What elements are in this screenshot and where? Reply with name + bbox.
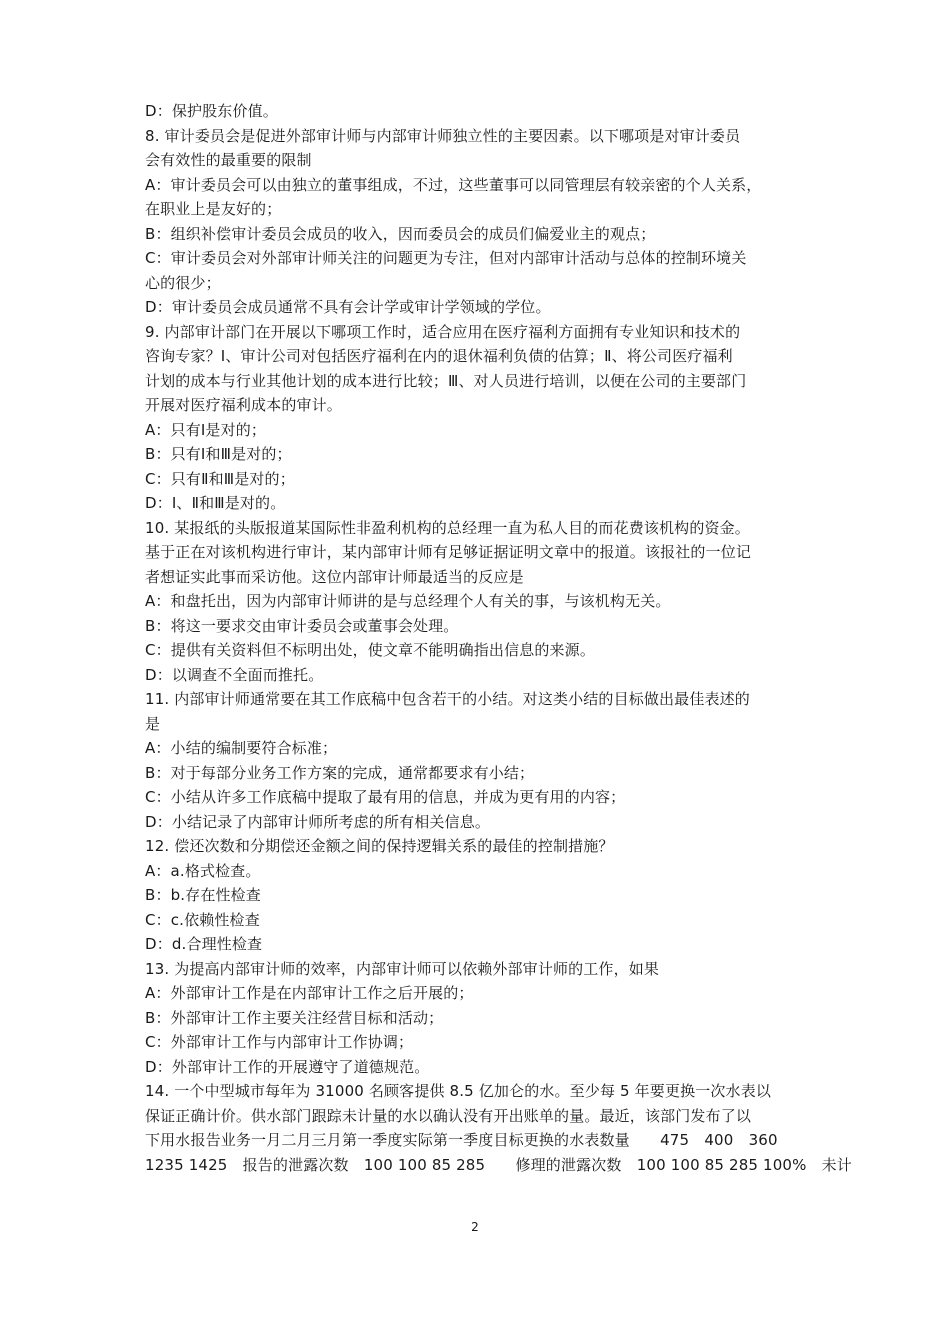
- option-c: C：小结从许多工作底稿中提取了最有用的信息，并成为更有用的内容；: [145, 788, 626, 806]
- option-b: B：组织补偿审计委员会成员的收入，因而委员会的成员们偏爱业主的观点；: [145, 224, 656, 243]
- option-c: C：只有Ⅱ和Ⅲ是对的；: [145, 469, 295, 488]
- question-8-line-2: 会有效性的最重要的限制: [145, 151, 312, 169]
- question-10-line-1: 10. 某报纸的头版报道某国际性非盈利机构的总经理一直为私人目的而花费该机构的资金。: [145, 518, 750, 537]
- question-10-line-3: 者想证实此事而采访他。这位内部审计师最适当的反应是: [145, 567, 524, 586]
- option-a-line-1: A：审计委员会可以由独立的董事组成，不过，这些董事可以同管理层有较亲密的个人关系，: [145, 175, 762, 194]
- question-13: 13. 为提高内部审计师的效率，内部审计师可以依赖外部审计师的工作，如果: [145, 959, 660, 978]
- question-14-line-2: 保证正确计价。供水部门跟踪未计量的水以确认没有开出账单的量。最近，该部门发布了以: [145, 1106, 752, 1125]
- option-a-line-2: 在职业上是友好的；: [145, 200, 282, 218]
- option-a: A：小结的编制要符合标准；: [145, 739, 338, 757]
- option-b: B：对于每部分业务工作方案的完成，通常都要求有小结；: [145, 763, 535, 782]
- option-d: D：Ⅰ、Ⅱ和Ⅲ是对的。: [145, 494, 286, 512]
- question-14-line-3: 下用水报告业务一月二月三月第一季度实际第一季度目标更换的水表数量 475 400 360: [145, 1131, 778, 1149]
- question-14-line-1: 14. 一个中型城市每年为 31000 名顾客提供 8.5 亿加仑的水。至少每 5 年要更换一次水表以: [145, 1082, 772, 1100]
- option-d: D：以调查不全面而推托。: [145, 665, 324, 684]
- option-d: D：d.合理性检查: [145, 935, 263, 953]
- option-b: B：只有Ⅰ和Ⅲ是对的；: [145, 445, 292, 463]
- option-a: A：a.格式检查。: [145, 861, 261, 880]
- page-number: 2: [471, 1220, 479, 1234]
- page-body: [145, 99, 852, 1177]
- option-b: B：b.存在性检查: [145, 886, 261, 904]
- question-11-line-2: 是: [145, 714, 161, 733]
- option-a: A：只有Ⅰ是对的；: [145, 420, 267, 439]
- question-11-line-1: 11. 内部审计师通常要在其工作底稿中包含若干的小结。对这类小结的目标做出最佳表述的: [145, 690, 750, 708]
- option-b: B：外部审计工作主要关注经营目标和活动；: [145, 1008, 444, 1027]
- option-d: D：外部审计工作的开展遵守了道德规范。: [145, 1057, 430, 1076]
- question-8-line-1: 8. 审计委员会是促进外部审计师与内部审计师独立性的主要因素。以下哪项是对审计委员: [145, 126, 741, 145]
- option-c: C：c.依赖性检查: [145, 910, 260, 929]
- option-d: D：审计委员会成员通常不具有会计学或审计学领域的学位。: [145, 298, 551, 316]
- question-9-line-2: 咨询专家？Ⅰ、审计公司对包括医疗福利在内的退休福利负债的估算；Ⅱ、将公司医疗福利: [145, 347, 733, 365]
- question-14-line-4: 1235 1425 报告的泄露次数 100 100 85 285 修理的泄露次数 100 100 85 285 100% 未计: [145, 1155, 852, 1174]
- question-10-line-2: 基于正在对该机构进行审计，某内部审计师有足够证据证明文章中的报道。该报社的一位记: [145, 543, 752, 561]
- option-a: A：外部审计工作是在内部审计工作之后开展的；: [145, 984, 474, 1002]
- question-12: 12. 偿还次数和分期偿还金额之间的保持逻辑关系的最佳的控制措施？: [145, 837, 614, 855]
- question-9-line-1: 9. 内部审计部门在开展以下哪项工作时，适合应用在医疗福利方面拥有专业知识和技术的: [145, 322, 741, 341]
- text-line: D：保护股东价值。: [145, 102, 278, 120]
- option-a: A：和盘托出，因为内部审计师讲的是与总经理个人有关的事，与该机构无关。: [145, 592, 671, 610]
- option-c-line-1: C：审计委员会对外部审计师关注的问题更为专注，但对内部审计活动与总体的控制环境关: [145, 249, 747, 267]
- option-c: C：外部审计工作与内部审计工作协调；: [145, 1033, 414, 1051]
- option-c: C：提供有关资料但不标明出处，使文章不能明确指出信息的来源。: [145, 641, 595, 659]
- question-9-line-4: 开展对医疗福利成本的审计。: [145, 396, 342, 414]
- option-d: D：小结记录了内部审计师所考虑的所有相关信息。: [145, 812, 491, 831]
- question-9-line-3: 计划的成本与行业其他计划的成本进行比较；Ⅲ、对人员进行培训，以便在公司的主要部门: [145, 371, 747, 390]
- option-b: B：将这一要求交由审计委员会或董事会处理。: [145, 616, 459, 635]
- option-c-line-2: 心的很少；: [145, 273, 221, 292]
